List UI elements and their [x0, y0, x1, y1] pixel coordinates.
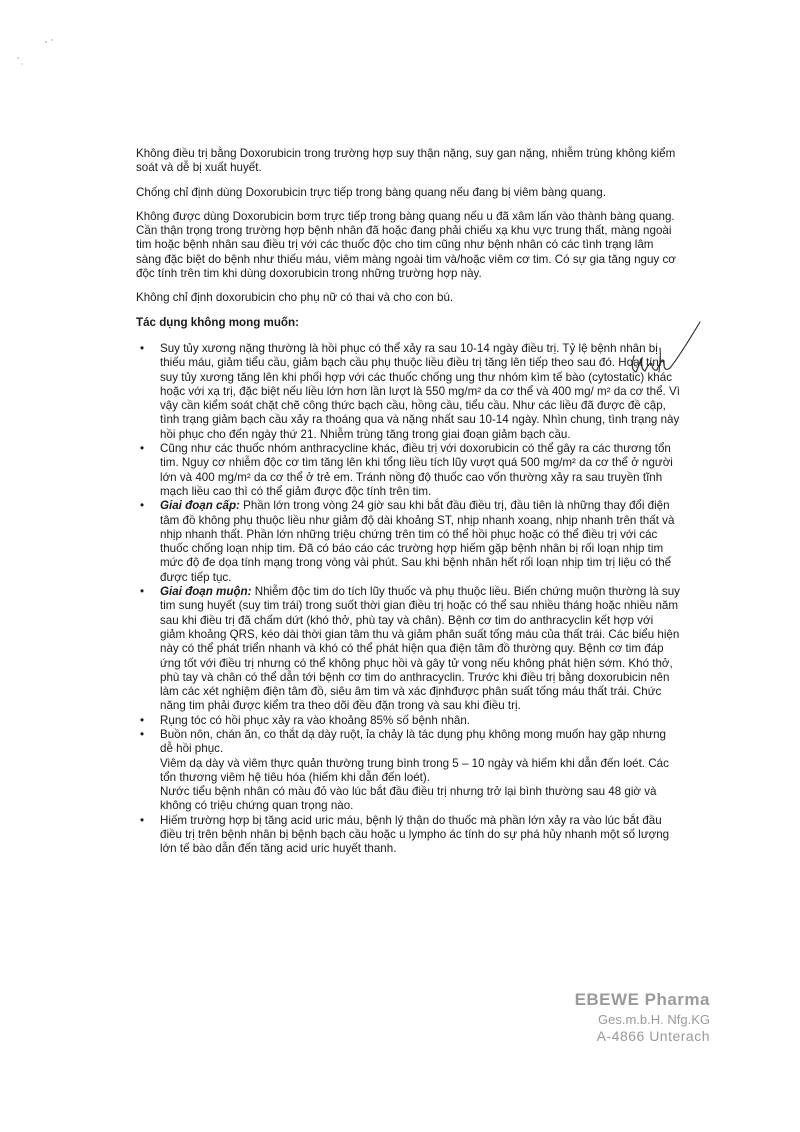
paragraph-contraindication-cystitis: Chống chỉ định dùng Doxorubicin trực tiếp trong bàng quang nếu đang bị viêm bàng quang.: [136, 185, 606, 199]
bullet-text: Phần lớn trong vòng 24 giờ sau khi bắt đầu điều trị, đầu tiên là những thay đổi điện tâm đồ không phụ thuộc liều như giảm độ dài khoảng ST, nhịp nhanh xoang, nhịp nhanh trên thất và nhịp nhanh thất. Phần lớn những triệu chứng trên tim có thể hồi phục hoặc có thể điều trị với các thuốc chống loạn nhịp tim. Đã có báo cáo các trường hợp hiếm gặp bệnh nhân bị rối loạn nhịp tim mức độ đe dọa tính mạng trong vòng vài phút. Sau khi bệnh nhân hết rối loạn nhịp tim trị liệu có thể được tiếp tục.: [160, 499, 675, 584]
list-item: [136, 342, 680, 442]
paragraph-pregnancy: Không chỉ định doxorubicin cho phụ nữ có thai và cho con bú.: [136, 291, 454, 305]
bullet-subtext-gastritis: Viêm dạ dày và viêm thực quản thường trung bình trong 5 – 10 ngày và hiếm khi dẫn đến loét. Các tổn thương viêm hệ tiêu hóa (hiếm khi dẫn đến loét).: [160, 756, 669, 784]
list-item: [136, 585, 680, 714]
stamp-company-name: EBEWE Pharma: [574, 990, 710, 1009]
company-stamp: [540, 990, 710, 1044]
list-item: [136, 714, 680, 728]
bullet-lead-acute-phase: Giai đoạn cấp:: [160, 499, 240, 513]
list-item: [136, 814, 680, 857]
bullet-subtext-urine: Nước tiểu bệnh nhân có màu đỏ vào lúc bắt đầu điều trị nhưng trở lại bình thường sau 48 giờ và không có triệu chứng quan trọng nào.: [160, 785, 657, 813]
bullet-text: Rụng tóc có hồi phục xảy ra vào khoảng 85% số bệnh nhân.: [160, 713, 471, 727]
bullet-text: Nhiễm độc tim do tích lũy thuốc và phụ thuộc liều. Biến chứng muộn thường là suy tim sung huyết (suy tim trái) trong suốt thời gian điều trị hoặc có thể sau nhiều tháng hoặc nhiều năm sau khi điều trị đã chấm dứt (khó thở, phù tay và chân). Bệnh cơ tim do anthracyclin kết hợp với giảm khoảng QRS, kéo dài thời gian tâm thu và giảm phân suất tống máu của thất trái. Các biểu hiện này có thể phát triển nhanh và khó có thể phát hiện qua điện tâm đồ thường quy. Bệnh cơ tim đáp ứng tốt với điều trị nhưng có thể không phục hồi và gây tử vong nếu không phát hiện sớm. Khó thở, phù tay và chân có thể dẫn tới bệnh cơ tim do anthracyclin. Trước khi điều trị bằng doxorubicin nên làm các xét nghiệm điện tâm đồ, siêu âm tim và xác địnhđược phân suất tống máu thất trái. Chức năng tim phải được kiểm tra theo dõi đều đặn trong và sau khi điều trị.: [160, 585, 680, 713]
stamp-address: A-4866 Unterach: [596, 1028, 710, 1044]
list-item: [136, 499, 680, 585]
paragraph-bladder-warning: Không được dùng Doxorubicin bơm trực tiếp trong bàng quang nếu u đã xâm lấn vào thành bàng quang. Cần thận trọng trong trường hợp bệnh nhân đã hoặc đang phải chiếu xạ khu vực trung thất, màng ngoài tim hoặc bệnh nhân sau điều trị với các thuốc độc cho tim cũng như bệnh nhân có các tình trạng lâm sàng đặc biệt do bệnh như thiếu máu, viêm màng ngoài tim và/hoặc viêm cơ tim. Có sự gia tăng nguy cơ độc tính trên tim khi dùng doxorubicin trong những trường hợp này.: [136, 209, 676, 281]
adverse-effects-list: [136, 342, 680, 857]
stamp-company-form: Ges.m.b.H. Nfg.KG: [598, 1012, 710, 1027]
bullet-text: Buồn nôn, chán ăn, co thắt dạ dày ruột, ỉa chảy là tác dụng phụ không mong muốn hay gặp nhưng dễ hồi phục.: [160, 727, 667, 756]
paragraph-contraindication-organ: Không điều trị bằng Doxorubicin trong trường hợp suy thận nặng, suy gan nặng, nhiễm trùng không kiểm soát và dễ bị xuất huyết.: [136, 147, 676, 175]
section-heading-adverse-effects: Tác dụng không mong muốn:: [136, 315, 299, 329]
document-body: [136, 147, 680, 857]
bullet-text: Suy tủy xương nặng thường là hồi phục có thể xảy ra sau 10-14 ngày điều trị. Tỷ lệ bệnh nhân bị thiếu máu, giảm tiểu cầu, giảm bạch cầu phụ thuộc liều điều trị tăng lên tiếp theo sau đó. Hoạt tính suy tủy xương tăng lên khi phối hợp với các thuốc chống ung thư nhóm kìm tế bào (cytostatic) khác hoặc với xạ trị, đặc biệt nếu liều lớn hơn lần lượt là 550 mg/m² da cơ thể và 400 mg/ m² da cơ thể. Vì vậy cần kiểm soát chặt chẽ công thức bạch cầu, hồng cầu, tiểu cầu. Như các liều đã được đề cập, tình trạng giảm bạch cầu xảy ra thoáng qua và nặng nhất sau 10-14 ngày. Nhìn chung, tình trạng này hồi phục cho đến ngày thứ 21. Nhiễm trùng tăng trong giai đoạn giảm bạch cầu.: [160, 341, 680, 441]
bullet-lead-late-phase: Giai đoạn muộn:: [160, 585, 252, 599]
bullet-text: Hiếm trường hợp bị tăng acid uric máu, bệnh lý thận do thuốc mà phần lớn xảy ra vào lúc bắt đầu điều trị trên bệnh nhân bị bệnh bạch cầu hoặc u lympho ác tính do sự phá hủy nhanh một số lượng lớn tế bào dẫn đến tăng acid uric huyết thanh.: [160, 813, 670, 856]
bullet-text: Cũng như các thuốc nhóm anthracycline khác, điều trị với doxorubicin có thể gây ra các thương tổn tim. Nguy cơ nhiễm độc cơ tim tăng lên khi tổng liều tích lũy vượt quá 500 mg/m² da cơ thể ở người lớn và 400 mg/m² da cơ thể ở trẻ em. Tránh nồng độ thuốc cao vốn thường xảy ra sau truyền tĩnh mạch liều cao thì có thể giảm được độc tính trên tim.: [160, 442, 673, 498]
list-item: [136, 728, 680, 814]
list-item: [136, 442, 680, 499]
scan-noise-marks: [10, 30, 70, 80]
